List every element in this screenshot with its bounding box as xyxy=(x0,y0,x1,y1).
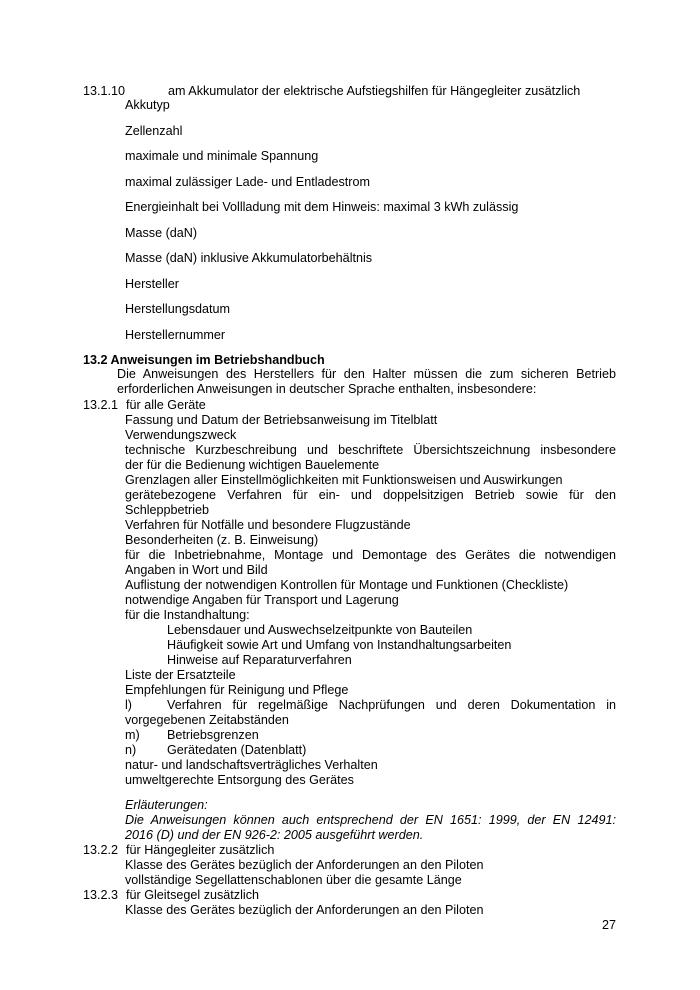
sub-list-item: Hinweise auf Reparaturverfahren xyxy=(167,653,352,667)
section-title-13-2-3: für Gleitsegel zusätzlich xyxy=(126,888,259,902)
list-item: maximale und minimale Spannung xyxy=(125,149,319,163)
note-title: Erläuterungen: xyxy=(125,798,208,812)
list-item: für die Inbetriebnahme, Montage und Demontage des Gerätes die notwendigen xyxy=(125,548,616,562)
section-heading-13-2: 13.2 Anweisungen im Betriebshandbuch xyxy=(83,353,325,367)
list-item-l-continued: vorgegebenen Zeitabständen xyxy=(125,713,289,727)
section-intro-line: erforderlichen Anweisungen in deutscher Sprache enthalten, insbesondere: xyxy=(117,382,537,396)
list-item: notwendige Angaben für Transport und Lagerung xyxy=(125,593,399,607)
list-item: Zellenzahl xyxy=(125,124,183,138)
sub-list-item: Lebensdauer und Auswechselzeitpunkte von Bauteilen xyxy=(167,623,473,637)
list-item: Energieinhalt bei Vollladung mit dem Hinweis: maximal 3 kWh zulässig xyxy=(125,200,519,214)
list-marker-m: m) xyxy=(125,728,140,742)
section-title-13-2-1: für alle Geräte xyxy=(126,398,206,412)
list-marker-n: n) xyxy=(125,743,137,757)
list-item: Fassung und Datum der Betriebsanweisung im Titelblatt xyxy=(125,413,438,427)
section-number-13-2-2: 13.2.2 xyxy=(83,843,119,857)
list-item: Auflistung der notwendigen Kontrollen für Montage und Funktionen (Checkliste) xyxy=(125,578,569,592)
list-item: Hersteller xyxy=(125,277,179,291)
section-number-13-2-1: 13.2.1 xyxy=(83,398,119,412)
list-item: für die Instandhaltung: xyxy=(125,608,250,622)
list-item-m: Betriebsgrenzen xyxy=(167,728,259,742)
list-item: Verfahren für Notfälle und besondere Flugzustände xyxy=(125,518,411,532)
list-item: Klasse des Gerätes bezüglich der Anforderungen an den Piloten xyxy=(125,903,484,917)
section-title-13-2-2: für Hängegleiter zusätzlich xyxy=(126,843,275,857)
list-item: Masse (daN) inklusive Akkumulatorbehältnis xyxy=(125,251,373,265)
list-item: Besonderheiten (z. B. Einweisung) xyxy=(125,533,319,547)
section-number-13-1-10: 13.1.10 xyxy=(83,84,126,98)
list-item: der für die Bedienung wichtigen Bauelemente xyxy=(125,458,380,472)
list-item: Schleppbetrieb xyxy=(125,503,210,517)
note-text: Die Anweisungen können auch entsprechend der EN 1651: 1999, der EN 12491: xyxy=(125,813,616,827)
list-item: natur- und landschaftsverträgliches Verhalten xyxy=(125,758,378,772)
section-intro-line: Die Anweisungen des Herstellers für den Halter müssen die zum sicheren Betrieb xyxy=(117,367,616,381)
list-item: Angaben in Wort und Bild xyxy=(125,563,268,577)
section-number-13-2-3: 13.2.3 xyxy=(83,888,119,902)
list-item: Grenzlagen aller Einstellmöglichkeiten mit Funktionsweisen und Auswirkungen xyxy=(125,473,563,487)
list-item: Verwendungszweck xyxy=(125,428,237,442)
note-text: 2016 (D) und der EN 926-2: 2005 ausgeführt werden. xyxy=(125,828,424,842)
list-item-l: Verfahren für regelmäßige Nachprüfungen und deren Dokumentation in xyxy=(167,698,616,712)
list-item: Herstellungsdatum xyxy=(125,302,230,316)
list-item: gerätebezogene Verfahren für ein- und doppelsitzigen Betrieb sowie für den xyxy=(125,488,616,502)
list-item: umweltgerechte Entsorgung des Gerätes xyxy=(125,773,354,787)
list-item: vollständige Segellattenschablonen über die gesamte Länge xyxy=(125,873,462,887)
list-item: Akkutyp xyxy=(125,98,170,112)
list-item: Masse (daN) xyxy=(125,226,198,240)
list-item: Liste der Ersatzteile xyxy=(125,668,236,682)
sub-list-item: Häufigkeit sowie Art und Umfang von Instandhaltungsarbeiten xyxy=(167,638,512,652)
list-marker-l: l) xyxy=(125,698,132,712)
list-item: technische Kurzbeschreibung und beschriftete Übersichtszeichnung insbesondere xyxy=(125,443,616,457)
list-item: Herstellernummer xyxy=(125,328,226,342)
list-item: maximal zulässiger Lade- und Entladestrom xyxy=(125,175,370,189)
list-item: Empfehlungen für Reinigung und Pflege xyxy=(125,683,349,697)
list-item-n: Gerätedaten (Datenblatt) xyxy=(167,743,307,757)
list-item: Klasse des Gerätes bezüglich der Anforderungen an den Piloten xyxy=(125,858,484,872)
page-number: 27 xyxy=(602,918,617,932)
section-intro-13-1-10: am Akkumulator der elektrische Aufstiegshilfen für Hängegleiter zusätzlich xyxy=(168,84,581,98)
